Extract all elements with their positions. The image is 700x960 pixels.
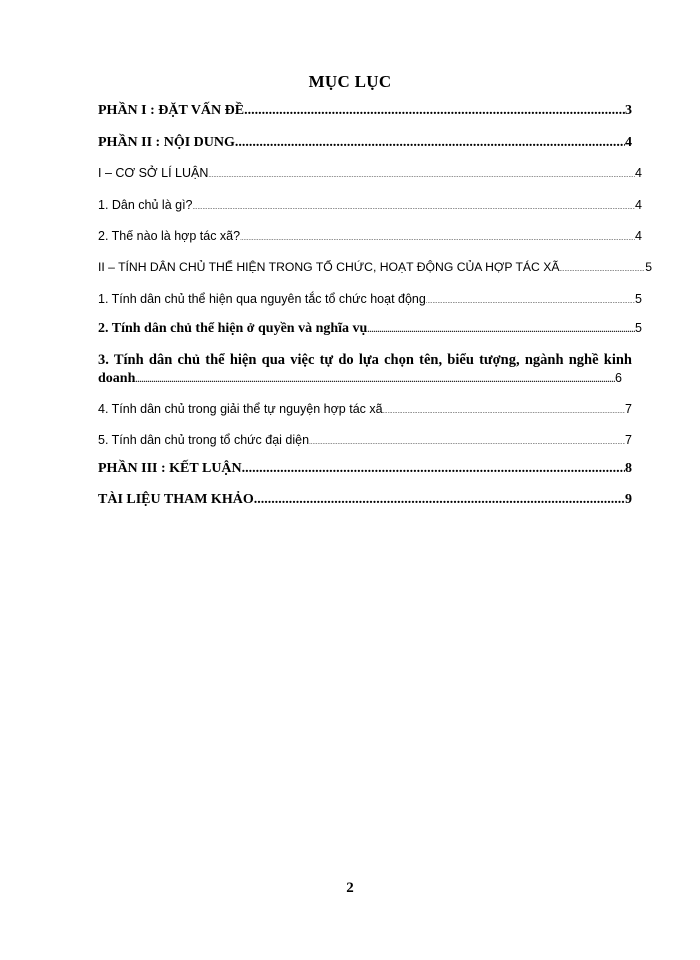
toc-entry-page: 8	[625, 461, 632, 476]
toc-entry-label: PHẦN I : ĐẶT VẤN ĐỀ	[98, 103, 245, 118]
toc-entry-label: TÀI LIỆU THAM KHẢO	[98, 492, 254, 507]
toc-entry-label: 4. Tính dân chủ trong giải thể tự nguyện hợp tác xã	[98, 402, 383, 416]
toc-entry-part-1[interactable]	[98, 103, 632, 119]
dot-leader	[135, 375, 615, 384]
toc-entry-page: 6	[615, 371, 622, 385]
toc-entry-section-2-2[interactable]	[98, 321, 642, 337]
toc-entry-part-2[interactable]	[98, 135, 632, 151]
dot-leader	[383, 409, 625, 415]
dot-leader	[240, 236, 635, 242]
dot-leader	[193, 205, 636, 211]
toc-entry-page: 4	[625, 135, 632, 150]
toc-entry-section-2-5[interactable]	[98, 433, 632, 447]
toc-entry-page: 7	[625, 433, 632, 447]
toc-entry-page: 5	[635, 321, 642, 335]
dot-leader	[309, 440, 625, 446]
toc-entry-section-1[interactable]	[98, 166, 642, 180]
toc-entry-label: 2. Tính dân chủ thể hiện ở quyền và nghĩa vụ	[98, 321, 368, 336]
toc-entry-label: I – CƠ SỞ LÍ LUẬN	[98, 166, 209, 180]
dot-leader	[244, 103, 625, 119]
dot-leader	[559, 267, 645, 273]
toc-entry-section-1-2[interactable]	[98, 229, 642, 243]
toc-entry-section-2-1[interactable]	[98, 292, 642, 306]
toc-entry-page: 7	[625, 402, 632, 416]
page-number: 2	[346, 880, 354, 896]
toc-entry-label: doanh	[98, 371, 136, 386]
toc-entry-page: 4	[635, 198, 642, 212]
dot-leader	[242, 461, 625, 477]
toc-entry-label: 1. Tính dân chủ thể hiện qua nguyên tắc tổ chức hoạt động	[98, 292, 426, 306]
toc-entry-page: 4	[635, 166, 642, 180]
toc-entry-part-3[interactable]	[98, 461, 632, 477]
toc-entry-references[interactable]	[98, 492, 632, 508]
dot-leader	[254, 492, 625, 508]
toc-entry-page: 3	[625, 103, 632, 118]
toc-entry-label: 1. Dân chủ là gì?	[98, 198, 193, 212]
dot-leader	[208, 173, 635, 179]
toc-entry-section-2-3[interactable]	[98, 371, 622, 387]
toc-entry-page: 4	[635, 229, 642, 243]
dot-leader	[367, 325, 635, 334]
toc-entry-page: 9	[625, 492, 632, 507]
toc-entry-label: 5. Tính dân chủ trong tổ chức đại diện	[98, 433, 310, 447]
toc-entry-label: PHẦN II : NỘI DUNG	[98, 135, 235, 150]
toc-entry-page: 5	[645, 260, 652, 274]
toc-entry-section-1-1[interactable]	[98, 198, 642, 212]
toc-entry-section-2-4[interactable]	[98, 402, 632, 416]
dot-leader	[235, 135, 625, 151]
toc-entry-page: 5	[635, 292, 642, 306]
toc-entry-label: PHẦN III : KẾT LUẬN	[98, 461, 242, 476]
toc-entry-label: II – TÍNH DÂN CHỦ THỂ HIỆN TRONG TỔ CHỨC, HOẠT ĐỘNG CỦA HỢP TÁC XÃ	[98, 260, 560, 274]
toc-entry-label: 2. Thế nào là hợp tác xã?	[98, 229, 241, 243]
toc-title: MỤC LỤC	[308, 72, 392, 91]
toc-entry-section-2-3-line1[interactable]: 3. Tính dân chủ thể hiện qua việc tự do lựa chọn tên, biểu tượng, ngành nghề kinh	[98, 352, 632, 368]
dot-leader	[426, 299, 635, 305]
toc-entry-section-2[interactable]	[98, 260, 652, 274]
